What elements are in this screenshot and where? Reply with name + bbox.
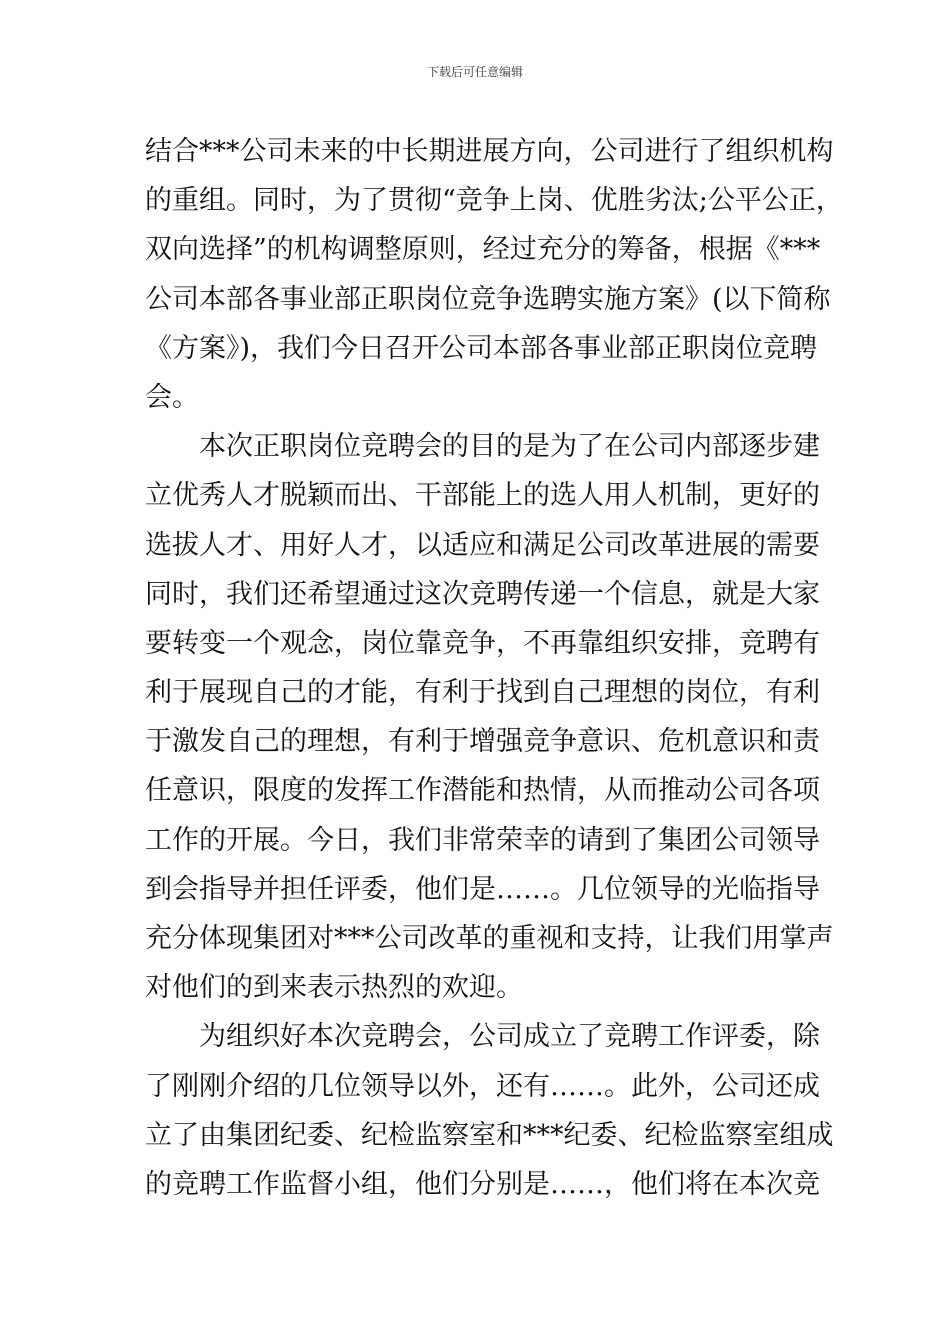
text-line: 为组织好本次竞聘会，公司成立了竞聘工作评委，除: [199, 1021, 820, 1053]
text-line: 对他们的到来表示热烈的欢迎。: [145, 972, 523, 1004]
text-line: 了刚刚介绍的几位领导以外，还有……。此外，公司还成: [145, 1070, 820, 1102]
text-line: 同时，我们还希望通过这次竞聘传递一个信息，就是大家: [145, 578, 820, 610]
text-line: 要转变一个观念，岗位靠竞争，不再靠组织安排，竞聘有: [145, 627, 820, 659]
text-line: 到会指导并担任评委，他们是……。几位领导的光临指导: [145, 873, 820, 905]
text-line: 《方案》)，我们今日召开公司本部各事业部正职岗位竞聘: [145, 332, 818, 364]
text-line: 双向选择”的机构调整原则，经过充分的筹备，根据《***: [145, 234, 821, 266]
text-line: 结合***公司未来的中长期进展方向，公司进行了组织机构: [145, 136, 834, 167]
paragraph: [145, 1012, 834, 1209]
text-line: 任意识，限度的发挥工作潜能和热情，从而推动公司各项: [145, 775, 820, 807]
text-line: 立优秀人才脱颖而出、干部能上的选人用人机制，更好的: [145, 480, 820, 512]
text-line: 利于展现自己的才能，有利于找到自己理想的岗位，有利: [145, 677, 820, 709]
text-line: 工作的开展。今日，我们非常荣幸的请到了集团公司领导: [145, 824, 820, 856]
text-line: 会。: [145, 381, 199, 413]
paragraph: [145, 127, 843, 422]
text-line: 公司本部各事业部正职岗位竞争选聘实施方案》(以下简称: [145, 283, 831, 315]
text-line: 立了由集团纪委、纪检监察室和***纪委、纪检监察室组成: [145, 1119, 834, 1151]
text-line: 于激发自己的理想，有利于增强竞争意识、危机意识和责: [145, 726, 820, 758]
text-line: 的竞聘工作监督小组，他们分别是……，他们将在本次竞: [145, 1168, 820, 1200]
text-line: 选拔人才、用好人才，以适应和满足公司改革进展的需要: [145, 529, 820, 561]
page-header: 下载后可任意编辑: [426, 65, 523, 79]
paragraph: [145, 422, 834, 1012]
text-line: 的重组。同时，为了贯彻“竞争上岗、优胜劣汰;公平公正，: [145, 185, 843, 217]
text-line: 充分体现集团对***公司改革的重视和支持，让我们用掌声: [145, 923, 834, 954]
document-body: [145, 127, 843, 1209]
text-line: 本次正职岗位竞聘会的目的是为了在公司内部逐步建: [199, 431, 820, 463]
